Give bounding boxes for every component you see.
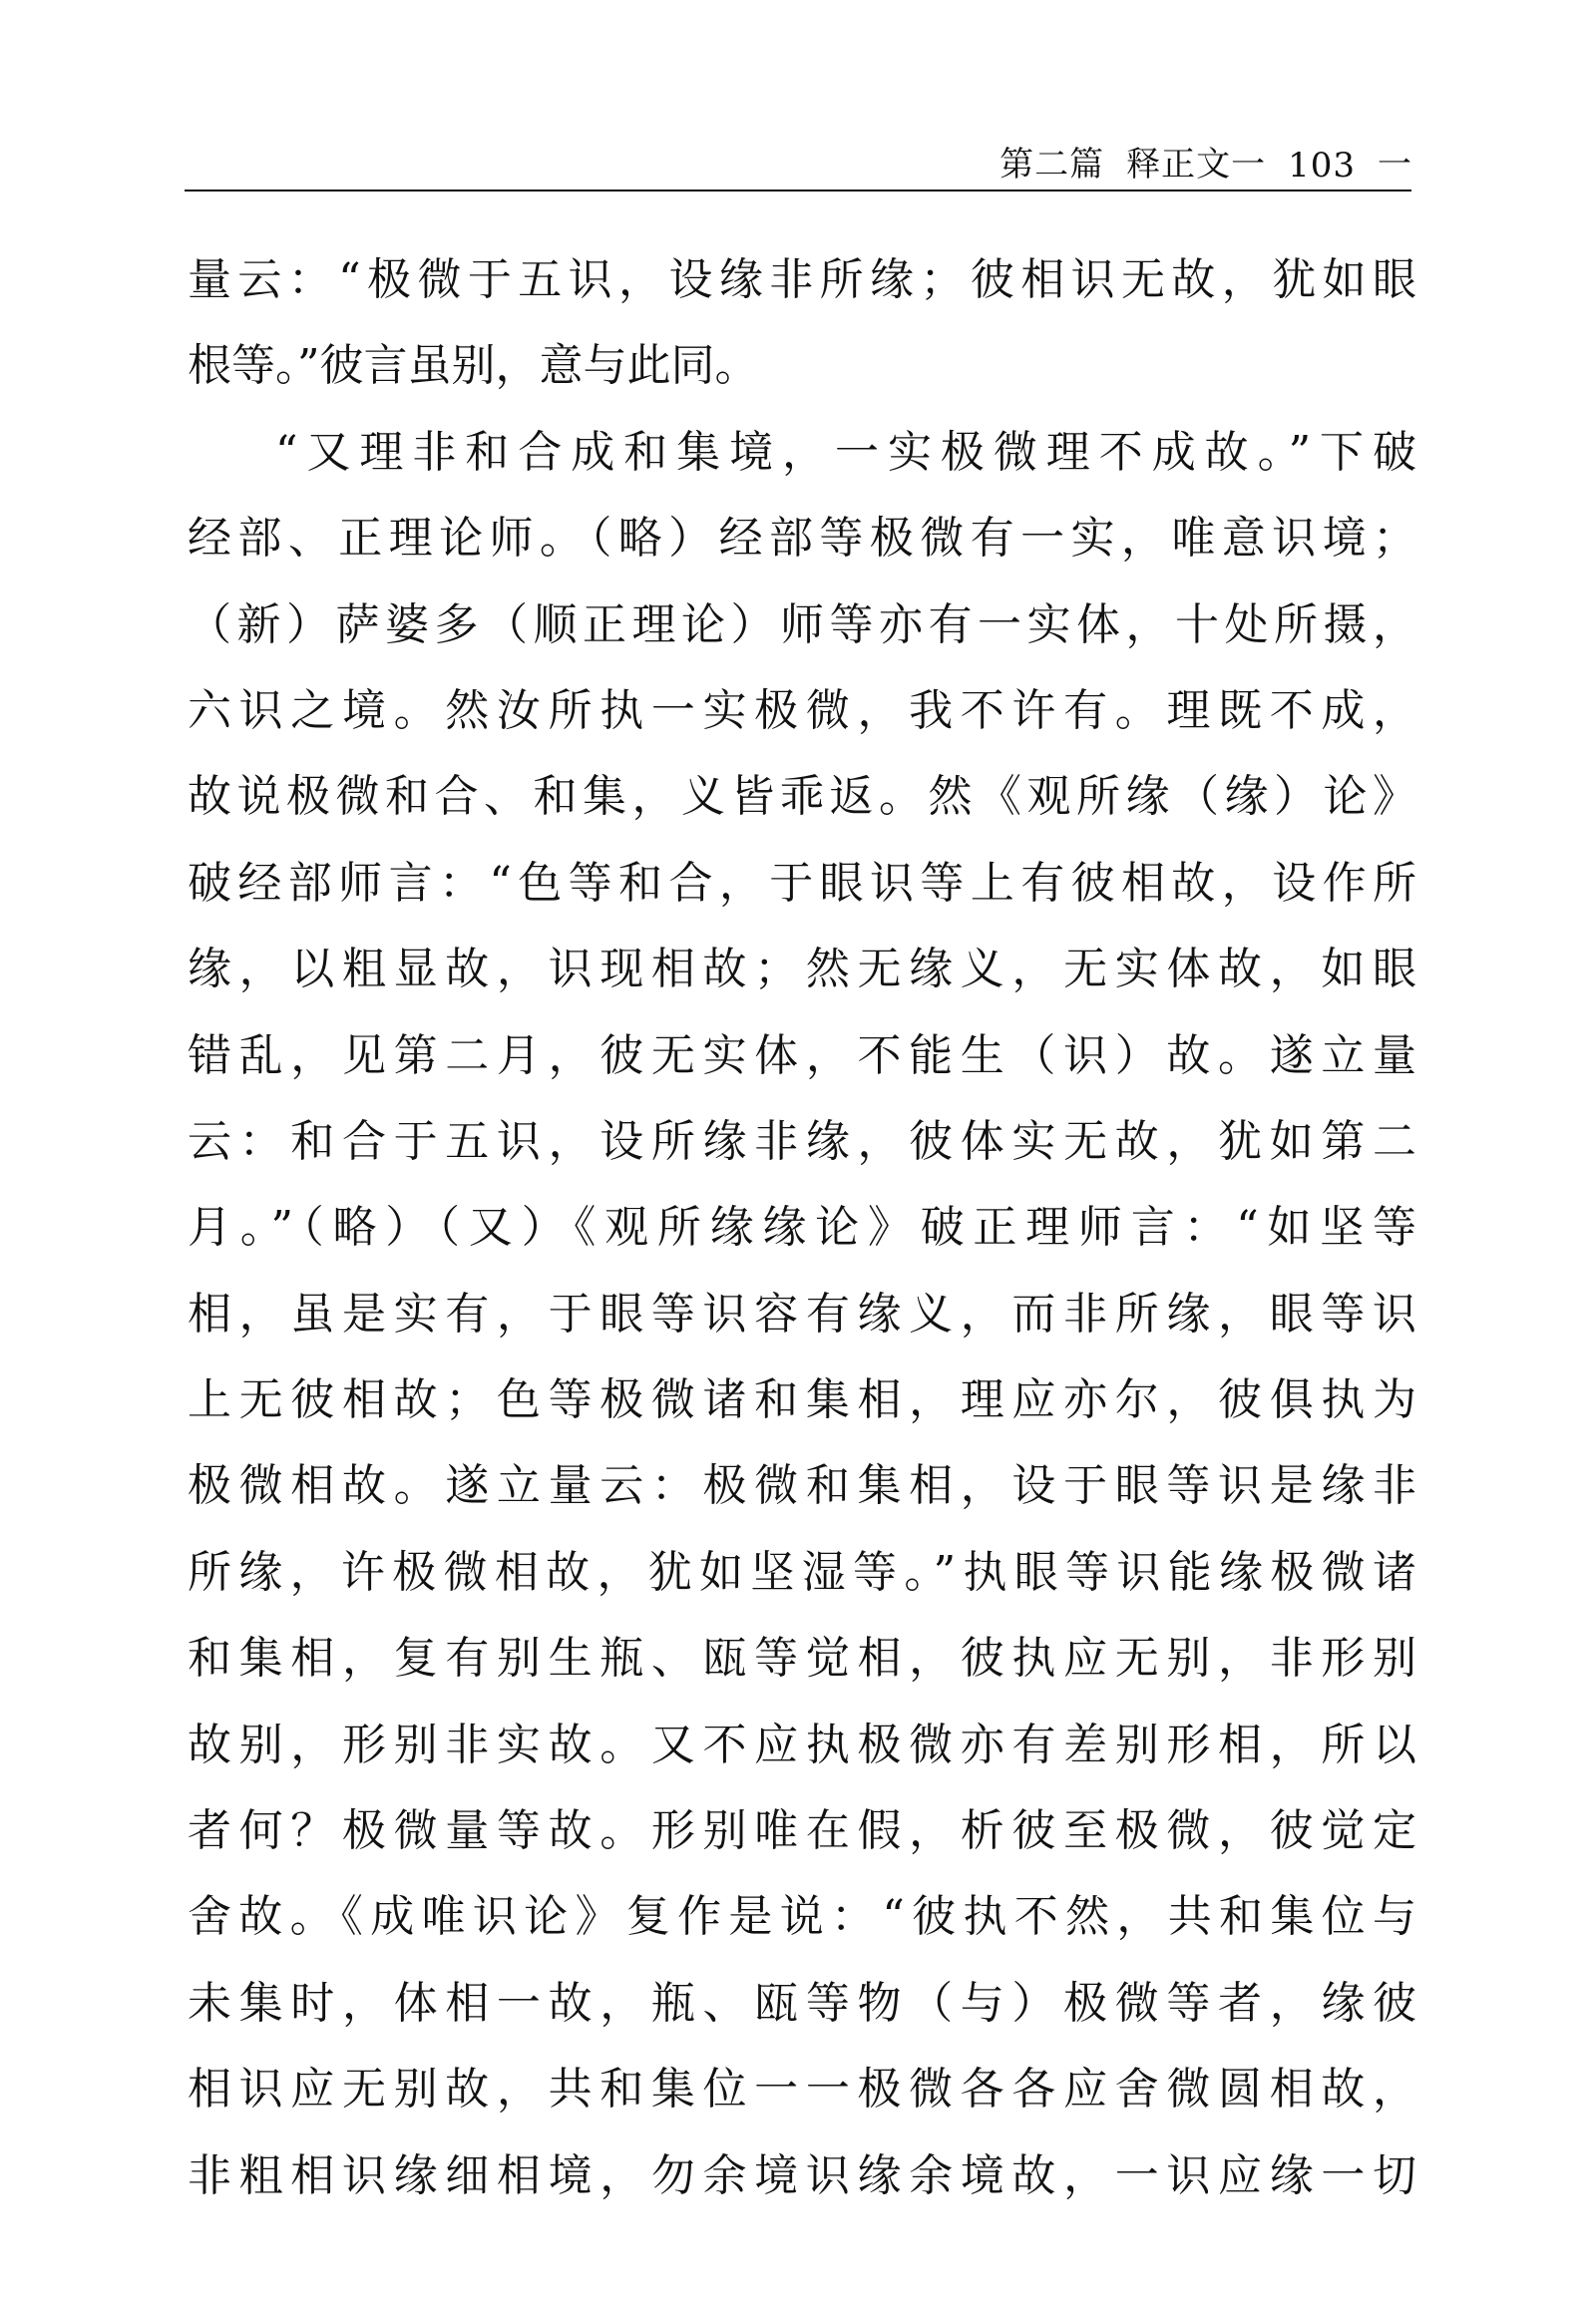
header-section: 释正文一 [1126,145,1267,185]
text-line: “又理非和合成和集境，一实极微理不成故。”下破 [275,426,1416,478]
text-line: 根等。”彼言虽别，意与此同。 [188,340,759,392]
text-line: 月。”（略）（又）《观所缘缘论》破正理师言：“如坚等 [188,1202,1416,1254]
text-line: 相，虽是实有，于眼等识容有缘义，而非所缘，眼等识 [188,1288,1416,1340]
header-page-number: 103 [1288,146,1356,186]
text-line: 极微相故。遂立量云：极微和集相，设于眼等识是缘非 [188,1460,1416,1512]
text-line: 所缘，许极微相故，犹如坚湿等。”执眼等识能缘极微诸 [188,1546,1416,1598]
running-header [185,140,1411,192]
text-line: 舍故。《成唯识论》复作是说：“彼执不然，共和集位与 [188,1891,1416,1943]
text-line: （新）萨婆多（顺正理论）师等亦有一实体，十处所摄， [188,598,1416,650]
text-line: 缘，以粗显故，识现相故；然无缘义，无实体故，如眼 [188,944,1416,995]
text-line: 上无彼相故；色等极微诸和集相，理应亦尔，彼俱执为 [188,1374,1416,1426]
text-line: 相识应无别故，共和集位一一极微各各应舍微圆相故， [188,2064,1416,2116]
text-line: 量云：“极微于五识，设缘非所缘；彼相识无故，犹如眼 [188,254,1416,305]
text-line: 六识之境。然汝所执一实极微，我不许有。理既不成， [188,684,1416,736]
text-line: 经部、正理论师。（略）经部等极微有一实，唯意识境； [188,513,1416,565]
text-line: 和集相，复有别生瓶、瓯等觉相，彼执应无别，非形别 [188,1633,1416,1685]
text-line: 者何？极微量等故。形别唯在假，析彼至极微，彼觉定 [188,1805,1416,1857]
text-line: 故别，形别非实故。又不应执极微亦有差别形相，所以 [188,1719,1416,1770]
text-line: 错乱，见第二月，彼无实体，不能生（识）故。遂立量 [188,1029,1416,1081]
body-text [188,237,1416,2219]
text-line: 故说极微和合、和集，义皆乖返。然《观所缘（缘）论》 [188,771,1416,823]
header-dash: 一 [1378,145,1411,185]
text-line: 未集时，体相一故，瓶、瓯等物（与）极微等者，缘彼 [188,1977,1416,2029]
text-line: 非粗相识缘细相境，勿余境识缘余境故，一识应缘一切 [188,2149,1416,2201]
text-line: 云：和合于五识，设所缘非缘，彼体实无故，犹如第二 [188,1115,1416,1167]
header-chapter: 第二篇 [999,145,1105,185]
text-line: 破经部师言：“色等和合，于眼识等上有彼相故，设作所 [188,857,1416,909]
